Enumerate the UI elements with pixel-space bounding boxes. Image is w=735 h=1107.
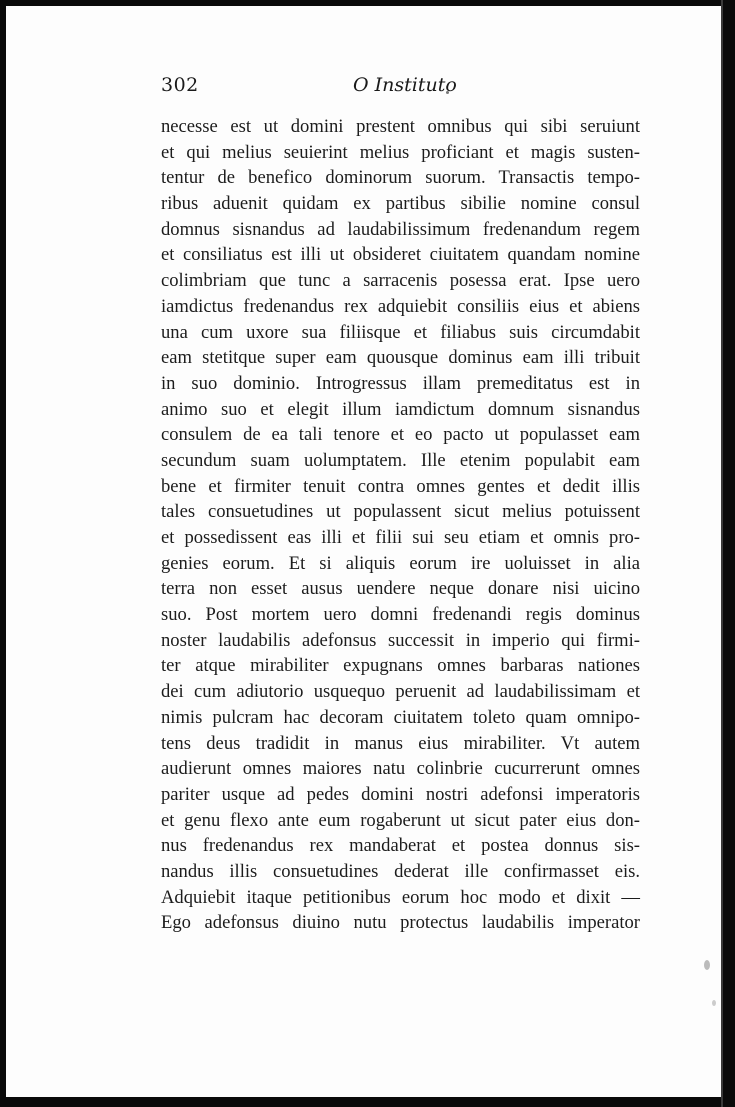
text-line: nimis pulcram hac decoram ciuitatem toleto quam omnipo- [161, 706, 640, 728]
text-line: iamdictus fredenandus rex adquiebit consiliis eius et abiens [161, 295, 640, 317]
page-number: 302 [161, 74, 199, 96]
scan-speck [704, 960, 710, 970]
running-title: O Instituto [353, 74, 457, 96]
text-line: animo suo et elegit illum iamdictum domnum sisnandus [161, 398, 640, 420]
text-line: dei cum adiutorio usquequo peruenit ad laudabilissimam et [161, 681, 640, 703]
text-line: consulem de ea tali tenore et eo pacto ut populasset eam [161, 424, 640, 446]
text-line: genies eorum. Et si aliquis eorum ire uoluisset in alia [161, 552, 640, 574]
text-line: nandus illis consuetudines dederat ille confirmasset eis. [161, 860, 640, 882]
text-line: Adquiebit itaque petitionibus eorum hoc modo et dixit — [161, 886, 640, 908]
text-line: ter atque mirabiliter expugnans omnes barbaras nationes [161, 655, 640, 677]
text-line: Ego adefonsus diuino nutu protectus laudabilis imperator [161, 912, 640, 934]
text-line: et qui melius seuierint melius proficiant et magis susten- [161, 141, 640, 163]
text-line: audierunt omnes maiores natu colinbrie cucurrerunt omnes [161, 758, 640, 780]
text-line: domnus sisnandus ad laudabilissimum fredenandum regem [161, 218, 640, 240]
text-line: secundum suam uolumptatem. Ille etenim populabit eam [161, 449, 640, 471]
text-line: necesse est ut domini prestent omnibus qui sibi seruiunt [161, 116, 640, 137]
scan-border-right-inner [721, 0, 723, 1107]
text-line: bene et firmiter tenuit contra omnes gentes et dedit illis [161, 475, 640, 497]
text-line: eam stetitque super eam quousque dominus eam illi tribuit [161, 347, 640, 369]
text-line: nus fredenandus rex mandaberat et postea donnus sis- [161, 835, 640, 857]
scan-border-left [0, 0, 6, 1107]
text-line: tales consuetudines ut populassent sicut melius potuissent [161, 501, 640, 523]
text-line: et genu flexo ante eum rogaberunt ut sicut pater eius don- [161, 809, 640, 831]
text-line: una cum uxore sua filiisque et filiabus suis circumdabit [161, 321, 640, 343]
scan-border-right [723, 0, 735, 1107]
body-text [161, 114, 640, 936]
text-line: pariter usque ad pedes domini nostri adefonsi imperatoris [161, 783, 640, 805]
scan-border-bottom [0, 1097, 735, 1107]
text-line: colimbriam que tunc a sarracenis posessa erat. Ipse uero [161, 270, 640, 292]
text-line: tens deus tradidit in manus eius mirabiliter. Vt autem [161, 732, 640, 754]
text-line: et possedissent eas illi et filii sui seu etiam et omnis pro- [161, 527, 640, 548]
text-line: noster laudabilis adefonsus successit in imperio qui firmi- [161, 629, 640, 651]
scan-border-top [0, 0, 735, 6]
text-line: suo. Post mortem uero domni fredenandi regis dominus [161, 604, 640, 626]
text-line: ribus aduenit quidam ex partibus sibilie nomine consul [161, 193, 640, 215]
text-line: tentur de benefico dominorum suorum. Transactis tempo- [161, 167, 640, 189]
text-line: in suo dominio. Introgressus illam premeditatus est in [161, 372, 640, 394]
text-line: terra non esset ausus uendere neque donare nisi uicino [161, 578, 640, 600]
text-line: et consiliatus est illi ut obsideret ciuitatem quandam nomine [161, 244, 640, 266]
page-header [161, 74, 640, 102]
scan-speck [712, 1000, 716, 1006]
